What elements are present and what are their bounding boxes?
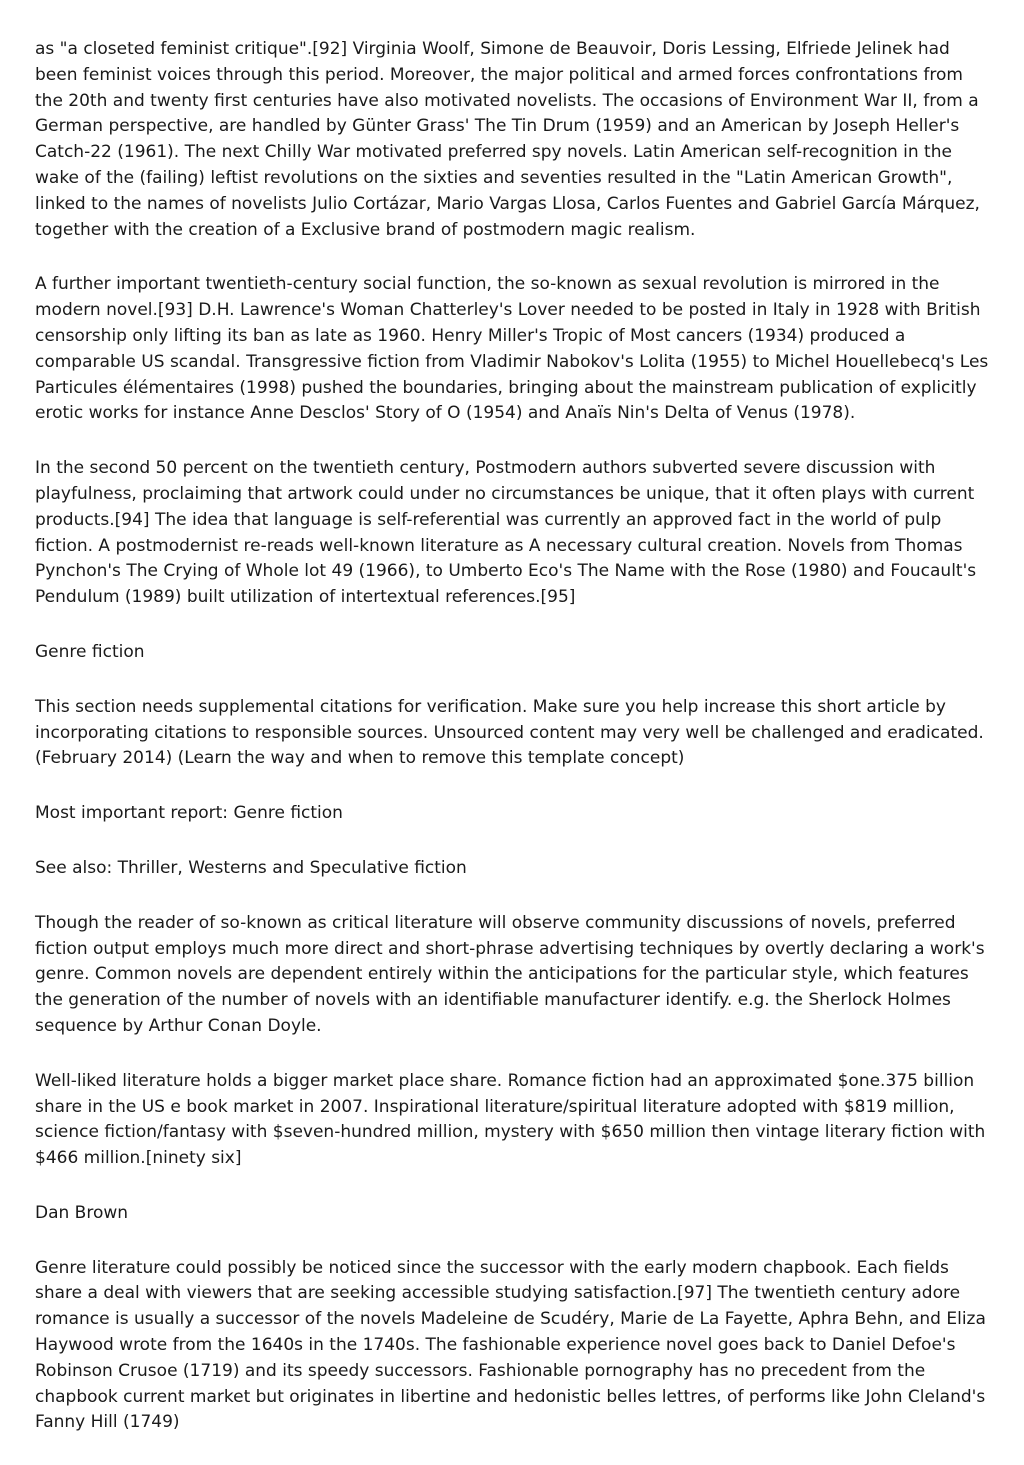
paragraph-sexual-revolution: A further important twentieth-century social function, the so-known as sexual revolution is mirrored in the modern novel.[93] D.H. Lawrence's Woman Chatterley's Lover needed to be posted in Italy in 1928 with British censorship only lifting its ban as late as 1960. Henry Miller's Tropic of Most cancers (1934) produced a comparable US scandal. Transgressive fiction from Vladimir Nabokov's Lolita (1955) to Michel Houellebecq's Les Particules élémentaires (1998) pushed the boundaries, bringing about the mainstream publication of explicitly erotic works for instance Anne Desclos' Story of O (1954) and Anaïs Nin's Delta of Venus (1978). — [35, 274, 989, 424]
paragraph-market-share: Well-liked literature holds a bigger market place share. Romance fiction had an approximated $one.375 billion share in the US e book market in 2007. Inspirational literature/spiritual literature adopted with $819 million, science fiction/fantasy with $seven-hundred million, mystery with $650 million then vintage literary fiction with $466 million.[ninety six] — [35, 1070, 986, 1169]
paragraph-genre-marketing: Though the reader of so-known as critical literature will observe community discussions of novels, preferred fiction output employs much more direct and short-phrase advertising techniques by overtly declaring a work's genre. Common novels are dependent entirely within the anticipations for the particular style, which features the generation of the number of novels with an identifiable manufacturer identify. e.g. the Sherlock Holmes sequence by Arthur Conan Doyle. — [35, 912, 985, 1036]
main-article-note: Most important report: Genre fiction — [35, 803, 343, 824]
section-heading-genre-fiction: Genre fiction — [35, 641, 145, 662]
citation-notice: This section needs supplemental citations for verification. Make sure you help increase this short article by incorporating citations to responsible sources. Unsourced content may very well be challenged and eradicated. (February 2014) (Learn the way and when to remove this template concept) — [35, 696, 984, 769]
paragraph-postmodern: In the second 50 percent on the twentieth century, Postmodern authors subverted severe discussion with playfulness, proclaiming that artwork could under no circumstances be unique, that it often plays with current products.[94] The idea that language is self-referential was currently an approved fact in the world of pulp fiction. A postmodernist re-reads well-known literature as A necessary cultural creation. Novels from Thomas Pynchon's The Crying of Whole lot 49 (1966), to Umberto Eco's The Name with the Rose (1980) and Foucault's Pendulum (1989) built utilization of intertextual references.[95] — [35, 458, 977, 608]
see-also-note: See also: Thriller, Westerns and Speculative fiction — [35, 857, 467, 878]
article-body — [35, 37, 995, 1465]
caption-dan-brown: Dan Brown — [35, 1202, 129, 1223]
paragraph-feminist-war-novels: as "a closeted feminist critique".[92] Virginia Woolf, Simone de Beauvoir, Doris Lessing, Elfriede Jelinek had been feminist voices through this period. Moreover, the major political and armed forces confrontations from the 20th and twenty first centuries have also motivated novelists. The occasions of Environment War II, from a German perspective, are handled by Günter Grass' The Tin Drum (1959) and an American by Joseph Heller's Catch-22 (1961). The next Chilly War motivated preferred spy novels. Latin American self-recognition in the wake of the (failing) leftist revolutions on the sixties and seventies resulted in the "Latin American Growth", linked to the names of novelists Julio Cortázar, Mario Vargas Llosa, Carlos Fuentes and Gabriel García Márquez, together with the creation of a Exclusive brand of postmodern magic realism. — [35, 39, 980, 240]
paragraph-chapbook-successor: Genre literature could possibly be noticed since the successor with the early modern chapbook. Each fields share a deal with viewers that are seeking accessible studying satisfaction.[97] The twentieth century adore romance is usually a successor of the novels Madeleine de Scudéry, Marie de La Fayette, Aphra Behn, and Eliza Haywood wrote from the 1640s in the 1740s. The fashionable experience novel goes back to Daniel Defoe's Robinson Crusoe (1719) and its speedy successors. Fashionable pornography has no precedent from the chapbook current market but originates in libertine and hedonistic belles lettres, of performs like John Cleland's Fanny Hill (1749) — [35, 1257, 986, 1433]
